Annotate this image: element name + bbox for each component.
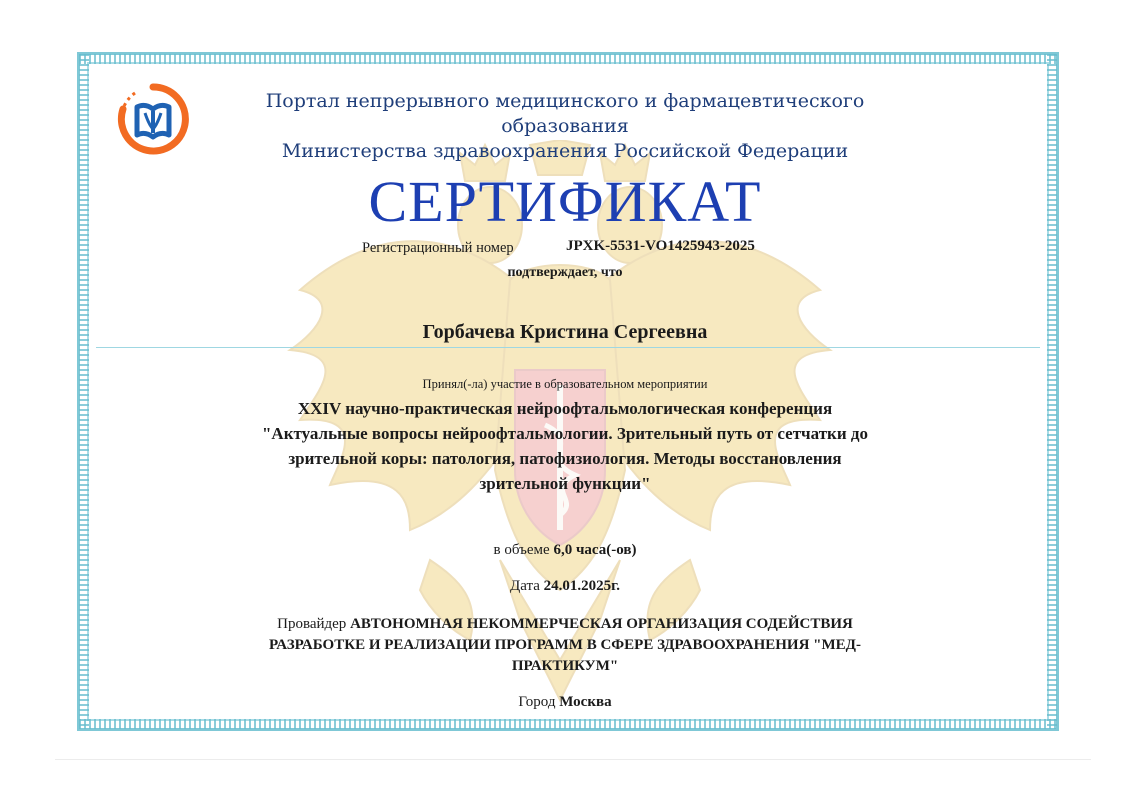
registration-number: JPXK-5531-VO1425943-2025 [566, 238, 755, 254]
participation-text: Принял(-ла) участие в образовательном мероприятии [422, 377, 708, 391]
header-line-1: Портал непрерывного медицинского и фармацевтического образования [265, 90, 865, 137]
city-line [100, 694, 1030, 711]
confirms-text: подтверждает, что [507, 265, 623, 280]
name-divider-line [96, 347, 1040, 348]
provider-line-1: АВТОНОМНАЯ НЕКОММЕРЧЕСКАЯ ОРГАНИЗАЦИЯ СОДЕЙСТВИЯ [350, 616, 853, 632]
portal-header [200, 89, 930, 164]
provider-line-3: ПРАКТИКУМ" [511, 658, 619, 674]
date-line [100, 578, 1030, 595]
provider-line-1-wrap [230, 614, 900, 635]
header-line-2: Министерства здравоохранения Российской Федерации [281, 140, 849, 162]
hours-line [100, 542, 1030, 559]
scan-edge-line [55, 759, 1091, 760]
event-title-line-1: XXIV научно-практическая нейроофтальмологическая конференция [297, 399, 833, 418]
border-ornament-right [1047, 54, 1057, 729]
date-value: 24.01.2025г. [543, 578, 621, 594]
date-prefix: Дата [509, 578, 540, 594]
border-ornament-left [79, 54, 89, 729]
provider-block [230, 614, 900, 677]
certificate-title: СЕРТИФИКАТ [368, 169, 762, 234]
border-ornament-top [79, 54, 1057, 64]
provider-line-2: РАЗРАБОТКЕ И РЕАЛИЗАЦИИ ПРОГРАММ В СФЕРЕ ЗДРАВООХРАНЕНИЯ "МЕД- [269, 637, 861, 653]
city-value: Москва [559, 694, 612, 710]
event-title-line-2: "Актуальные вопросы нейроофтальмологии. Зрительный путь от сетчатки до [261, 424, 868, 443]
hours-value: 6,0 часа(-ов) [553, 542, 637, 558]
provider-prefix: Провайдер [277, 616, 347, 632]
event-title [100, 396, 1030, 496]
hours-prefix: в объеме [493, 542, 550, 558]
portal-logo-icon [115, 83, 191, 155]
event-title-line-3: зрительной коры: патология, патофизиология. Методы восстановления [288, 449, 842, 468]
city-prefix: Город [518, 694, 556, 710]
recipient-name: Горбачева Кристина Сергеевна [422, 321, 708, 343]
registration-label: Регистрационный номер [362, 240, 514, 256]
event-title-line-4: зрительной функции" [479, 474, 651, 493]
